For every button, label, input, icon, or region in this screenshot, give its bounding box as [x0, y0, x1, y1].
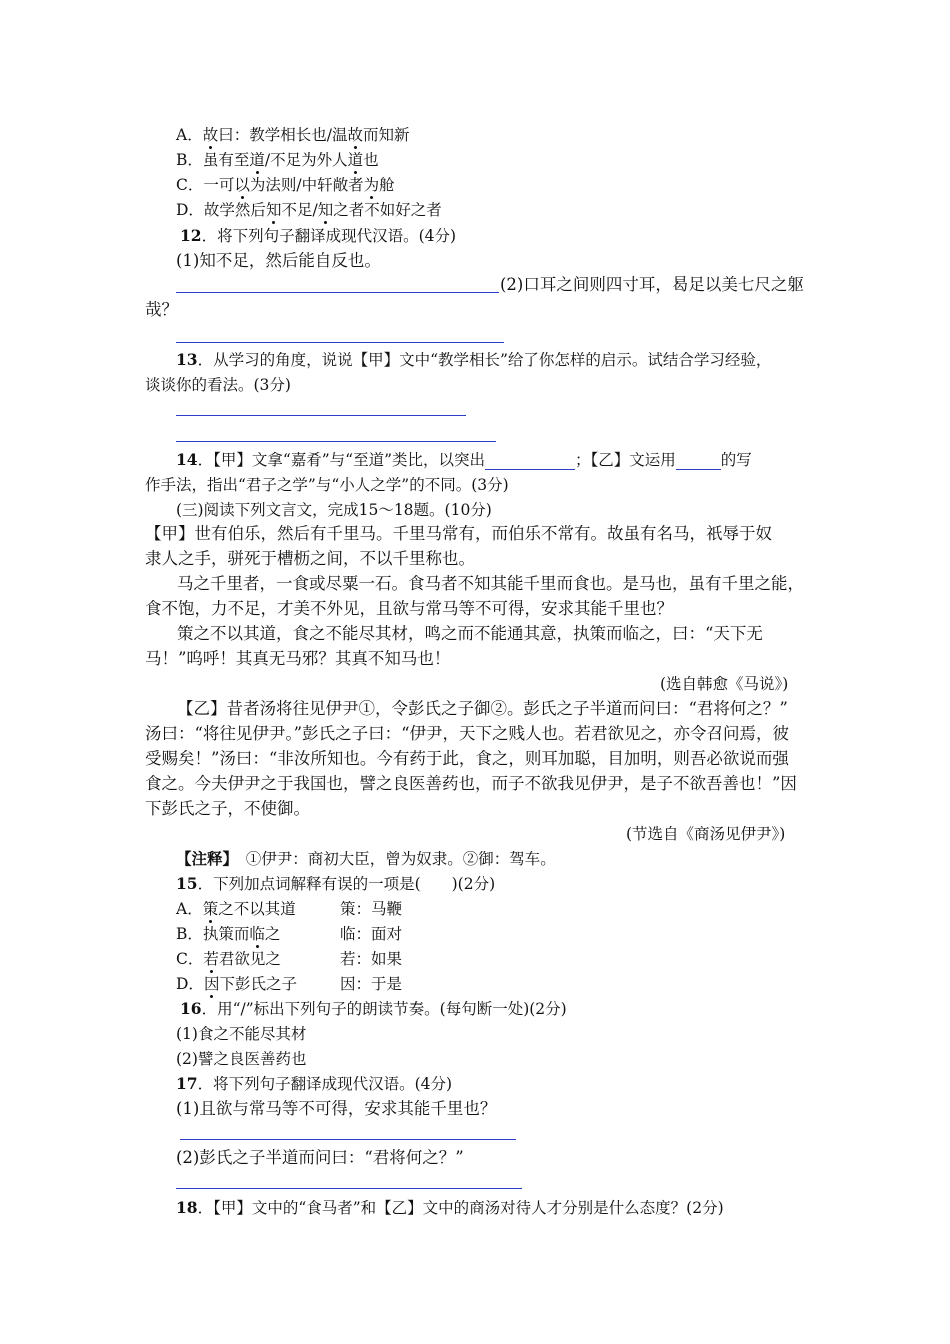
answer-line[interactable] [180, 1139, 516, 1140]
answer-line[interactable] [176, 342, 504, 343]
q15-gloss-c: 若：如果 [340, 950, 403, 968]
question-number: 18 [176, 1198, 198, 1217]
q17-sentence-1: (1)且欲与常马等不可得，安求其能千里也？ [176, 1099, 497, 1118]
emphasis-char: 故 [202, 126, 219, 144]
q16-sentence-1: (1)食之不能尽其材 [176, 1025, 307, 1043]
q18-stem: 18．【甲】文中的“食马者”和【乙】文中的商汤对待人才分别是什么态度？(2分) [176, 1198, 724, 1217]
q14-stem-cont: 作手法，指出“君子之学”与“小人之学”的不同。(3分) [145, 476, 509, 494]
answer-line[interactable] [176, 441, 496, 442]
answer-line[interactable] [176, 292, 499, 293]
passage-jia-source: (选自韩愈《马说》) [660, 675, 789, 693]
q16-stem: 16．用“/”标出下列句子的朗读节奏。(每句断一处)(2分) [180, 999, 567, 1018]
passage-yi-source: (节选自《商汤见伊尹》) [626, 825, 786, 843]
question-number: 14 [176, 450, 198, 469]
emphasis-char: 知 [265, 201, 282, 219]
passage-yi-line: 【乙】昔者汤将往见伊尹①，令彭氏之子御②。彭氏之子半道而问曰：“君将何之？” [177, 699, 788, 718]
q13-stem-cont: 谈谈你的看法。(3分) [145, 376, 291, 394]
emphasis-char: 道 [347, 151, 364, 169]
q17-sentence-2: (2)彭氏之子半道而问曰：“君将何之？” [176, 1148, 464, 1167]
q15-gloss-b: 临：面对 [340, 925, 403, 943]
q11-option-d: D．故学然后知不足/知之者不如好之者 [176, 201, 442, 219]
q15-option-b: B．执策而临之 [176, 925, 281, 943]
emphasis-char: 为 [363, 176, 380, 194]
emphasis-char: 以 [234, 176, 250, 194]
q11-option-a: A．故曰：教学相长也/温故而知新 [176, 126, 410, 144]
q15-option-a: A．策之不以其道 [176, 900, 296, 918]
passage-jia-line: 马之千里者，一食或尽粟一石。食马者不知其能千里而食也。是马也，虽有千里之能， [177, 574, 804, 593]
q12-sentence-2: (2)口耳之间则四寸耳，曷足以美七尺之躯 [500, 275, 804, 294]
fill-blank[interactable] [485, 452, 575, 470]
q11-option-c: C．一可以为法则/中轩敞者为舱 [176, 176, 395, 194]
section-heading: (三)阅读下列文言文，完成15～18题。(10分) [176, 501, 492, 519]
emphasis-char: 道 [249, 151, 265, 169]
emphasis-char: 若 [203, 950, 219, 968]
emphasis-char: 知 [317, 201, 334, 219]
passage-yi-line: 汤曰：“将往见伊尹。”彭氏之子曰：“伊尹，天下之贱人也。若君欲见之，亦令召问焉，彼 [145, 724, 790, 743]
question-number: 17 [176, 1074, 198, 1093]
q17-stem: 17．将下列句子翻译成现代汉语。(4分) [176, 1074, 453, 1093]
passage-jia-line: 【甲】世有伯乐，然后有千里马。千里马常有，而伯乐不常有。故虽有名马，祇辱于奴 [145, 524, 772, 543]
q14-stem: 14．【甲】文拿“嘉肴”与“至道”类比，以突出 ；【乙】文运用 的写 [176, 450, 752, 469]
fill-blank[interactable] [676, 452, 721, 470]
question-number: 15 [176, 874, 198, 893]
emphasis-char: 因 [203, 975, 220, 993]
q15-gloss-a: 策：马鞭 [340, 900, 403, 918]
q11-option-b: B．虽有至道/不足为外人道也 [176, 151, 379, 169]
q12-sentence-2-cont: 哉？ [145, 300, 178, 319]
passage-yi-line: 下彭氏之子，不使御。 [145, 799, 310, 818]
question-number: 16 [180, 999, 202, 1018]
question-number: 12 [180, 226, 202, 245]
passage-jia-line: 策之不以其道，食之不能尽其材，鸣之而不能通其意，执策而临之，曰：“天下无 [177, 624, 763, 643]
question-number: 13 [176, 350, 198, 369]
q15-stem: 15．下列加点词解释有误的一项是( )(2分) [176, 874, 496, 893]
passage-jia-line: 食不饱，力不足，才美不外见，且欲与常马等不可得，安求其能千里也？ [145, 599, 673, 618]
answer-line[interactable] [176, 1188, 522, 1189]
annotation: 【注释】 ①伊尹：商初大臣，曾为奴隶。②御：驾车。 [176, 849, 556, 868]
answer-line[interactable] [176, 415, 466, 416]
q12-stem: 12．将下列句子翻译成现代汉语。(4分) [180, 226, 457, 245]
q15-gloss-d: 因：于是 [340, 975, 403, 993]
q12-sentence-1: (1)知不足，然后能自反也。 [176, 251, 381, 270]
passage-yi-line: 受赐矣！”汤曰：“非汝所知也。今有药于此，食之，则耳加聪，目加明，则吾必欲说而强 [145, 749, 789, 768]
passage-yi-line: 食之。今夫伊尹之于我国也，譬之良医善药也，而子不欲我见伊尹，是子不欲吾善也！”因 [145, 774, 797, 793]
q13-stem: 13．从学习的角度，说说【甲】文中“教学相长”给了你怎样的启示。试结合学习经验， [176, 350, 772, 369]
emphasis-char: 故 [347, 126, 363, 144]
annotation-label: 【注释】 [176, 849, 231, 868]
q15-option-c: C．若君欲见之 [176, 950, 281, 968]
q16-sentence-2: (2)譬之良医善药也 [176, 1050, 307, 1068]
q15-option-d: D．因下彭氏之子 [176, 975, 297, 993]
passage-jia-line: 隶人之手，骈死于槽枥之间，不以千里称也。 [145, 549, 475, 568]
passage-jia-line: 马！”呜呼！其真无马邪？其真不知马也！ [145, 649, 451, 668]
emphasis-char: 临 [249, 925, 265, 943]
emphasis-char: 策 [202, 900, 219, 918]
